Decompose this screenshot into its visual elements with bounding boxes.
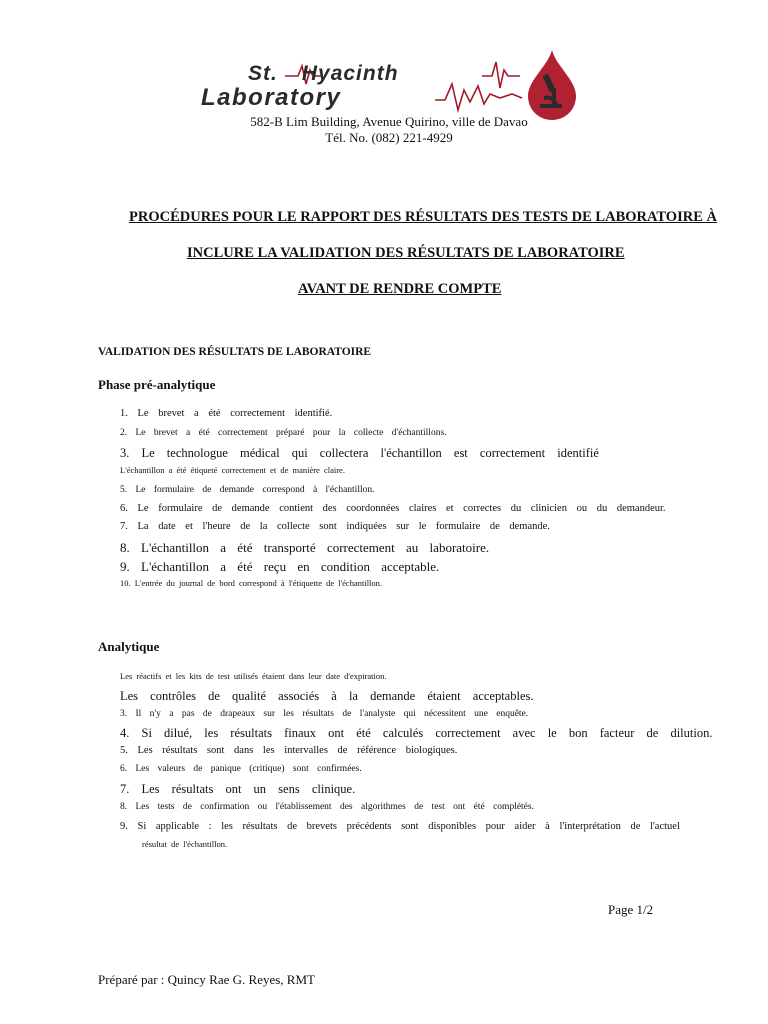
- list-item: 3. Il n'y a pas de drapeaux sur les résultats de l'analyste qui nécessitent une enquête.: [120, 709, 529, 719]
- address-line: [0, 114, 768, 130]
- list-item: 7. Les résultats ont un sens clinique.: [120, 782, 356, 796]
- list-item: Les contrôles de qualité associés à la demande étaient acceptables.: [120, 689, 534, 703]
- list-item: Les réactifs et les kits de test utilisés étaient dans leur date d'expiration.: [120, 671, 387, 681]
- section-validation-heading: VALIDATION DES RÉSULTATS DE LABORATOIRE: [98, 346, 372, 358]
- list-item: 5. Le formulaire de demande correspond à l'échantillon.: [120, 485, 375, 495]
- list-item: 9. Si applicable : les résultats de brevets précédents sont disponibles pour aider à l'interprétation de l'actuel: [120, 821, 680, 832]
- heartbeat-line-right: [482, 62, 520, 88]
- list-item: 2. Le brevet a été correctement préparé pour la collecte d'échantillons.: [120, 428, 447, 438]
- title-line-2: INCLURE LA VALIDATION DES RÉSULTATS DE LABORATOIRE: [187, 245, 625, 261]
- list-item: 9. L'échantillon a été reçu en condition acceptable.: [120, 559, 440, 574]
- list-item: L'échantillon a été étiqueté correctement et de manière claire.: [120, 465, 345, 475]
- list-item: 7. La date et l'heure de la collecte sont indiquées sur le formulaire de demande.: [120, 521, 550, 532]
- pre-analytic-list: [0, 405, 768, 605]
- list-item: 6. Le formulaire de demande contient des coordonnées claires et correctes du clinicien ou du demandeur.: [120, 503, 666, 514]
- logo-text-line1: [248, 62, 399, 86]
- analytic-list: [0, 668, 768, 858]
- phone-line: [0, 130, 768, 146]
- list-item: 8. L'échantillon a été transporté correctement au laboratoire.: [120, 540, 490, 555]
- list-item: 8. Les tests de confirmation ou l'établissement des algorithmes de test ont été complétés.: [120, 802, 534, 812]
- list-item: 6. Les valeurs de panique (critique) sont confirmées.: [120, 764, 362, 774]
- phase-analytic-heading: Analytique: [98, 639, 160, 654]
- title-line-3: AVANT DE RENDRE COMPTE: [298, 281, 502, 297]
- list-item: résultat de l'échantillon.: [142, 839, 228, 849]
- logo-text-st: St.: [248, 62, 278, 85]
- list-item: 1. Le brevet a été correctement identifié.: [120, 408, 333, 419]
- phase-pre-heading: Phase pré-analytique: [98, 377, 216, 392]
- page-number: Page 1/2: [608, 902, 654, 917]
- heartbeat-line-bottom: [435, 84, 522, 110]
- phone-text: Tél. No. (082) 221-4929: [325, 130, 453, 145]
- address-text: 582-B Lim Building, Avenue Quirino, ville de Davao: [250, 114, 528, 129]
- list-item: 10. L'entrée du journal de bord correspond à l'étiquette de l'échantillon.: [120, 578, 383, 588]
- list-item: 3. Le technologue médical qui collectera l'échantillon est correctement identifié: [120, 446, 599, 460]
- prepared-by: Préparé par : Quincy Rae G. Reyes, RMT: [98, 972, 315, 987]
- list-item: 4. Si dilué, les résultats finaux ont été calculés correctement avec le bon facteur de dilution.: [120, 726, 713, 740]
- title-line-1: PROCÉDURES POUR LE RAPPORT DES RÉSULTATS DES TESTS DE LABORATOIRE À: [129, 209, 717, 225]
- logo-text-hyacinth: Hyacinth: [301, 62, 399, 85]
- list-item: 5. Les résultats sont dans les intervalles de référence biologiques.: [120, 745, 458, 756]
- logo-text-line2: Laboratory: [201, 84, 342, 111]
